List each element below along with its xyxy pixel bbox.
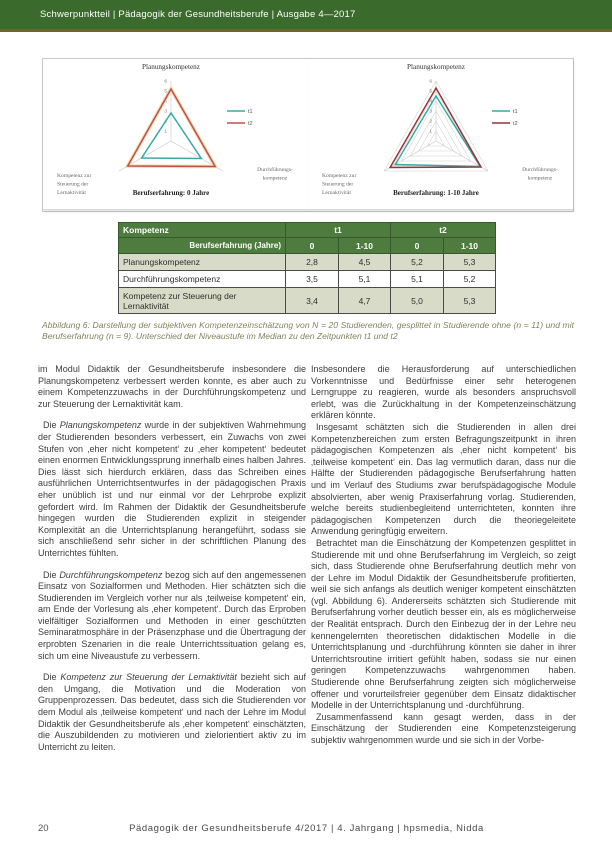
svg-text:2: 2 <box>429 119 432 125</box>
svg-text:Durchführungs-: Durchführungs- <box>257 167 293 173</box>
header-t2-0: 0 <box>391 238 444 254</box>
cell-value: 5,2 <box>444 271 496 288</box>
header-title: Schwerpunktteil | Pädagogik der Gesundheitsberufe | Ausgabe 4—2017 <box>40 9 356 20</box>
table-row <box>119 288 496 314</box>
row-label: Kompetenz zur Steuerung der Lernaktivität <box>119 288 286 314</box>
table-row <box>119 271 496 288</box>
header-berufserfahrung: Berufserfahrung (Jahre) <box>119 238 286 254</box>
cell-value: 4,7 <box>339 288 391 314</box>
text-column-left <box>38 364 306 753</box>
cell-value: 4,5 <box>339 254 391 271</box>
paragraph: Die Kompetenz zur Steuerung der Lernaktivität bezieht sich auf den Umgang, die Motivation und die Moderation von Gruppenprozessen. Das bedeutet, dass sich die Studierenden vor dem Modul als ‚teilweise kompetent‘ und nach der Lehre im Modul Didaktik der Gesundheitsberufe als ‚eher kompetent‘ einschätzten, die Auszubildenden zu motivieren und zielorientiert aktiv zu im Unterricht zu leiten. <box>38 672 306 752</box>
cell-value: 3,4 <box>286 288 339 314</box>
header-t2-1-10: 1-10 <box>444 238 496 254</box>
svg-text:4: 4 <box>429 99 432 105</box>
svg-text:6: 6 <box>164 79 167 85</box>
paragraph: Insbesondere die Herausforderung auf unterschiedlichen Vorkenntnisse und Bedürfnisse einer sehr heterogenen Lerngruppe zu reagieren, wurde als besonders anspruchsvoll erlebt, was die Zurückhaltung in der Kompetenzeinschätzung erklären könnte. <box>311 364 576 421</box>
svg-text:3: 3 <box>429 109 432 115</box>
cell-value: 5,1 <box>339 271 391 288</box>
paragraph: im Modul Didaktik der Gesundheitsberufe insbesondere die Planungskompetenz verbessert werden konnte, es aber auch zu einem Kompetenzzuwachs in der Durchführungskompetenz und zur Steuerung der Lernaktivität kam. <box>38 364 306 409</box>
row-label: Durchführungskompetenz <box>119 271 286 288</box>
svg-text:t2: t2 <box>248 121 253 127</box>
figure-abbildung-6 <box>42 58 574 212</box>
svg-text:1: 1 <box>164 129 167 135</box>
svg-text:kompetenz: kompetenz <box>527 175 553 182</box>
header-t1: t1 <box>286 223 391 238</box>
radar-chart-berufserfahrung-1-10-jahre <box>308 59 573 210</box>
svg-text:kompetenz: kompetenz <box>262 175 288 182</box>
svg-text:3: 3 <box>164 109 167 115</box>
header-bar <box>0 0 612 29</box>
svg-text:4: 4 <box>164 99 167 105</box>
cell-value: 5,0 <box>391 288 444 314</box>
header-t2: t2 <box>391 223 496 238</box>
paragraph: Insgesamt schätzten sich die Studierenden in allen drei Kompetenzbereichen zum ersten Befragungszeitpunkt in ihren pädagogischen Kompetenzen als ‚eher nicht kompetent‘ bis ‚teilweise kompetent‘ ein. Das lag vermutlich daran, dass nur die Hälfte der Studierenden pädagogische Berufserfahrung hatten und im Verlauf des Studiums zwar berufspädagogische Module absolvierten, aber wenig Praxiserfahrung vorlag. Studierenden, welche bereits studienbegleitend unterrichteten, konnten ihre pädagogischen Kompetenzen durch die theoriegeleitete Anwendung geringfügig erweitern. <box>311 421 576 537</box>
paragraph: Die Planungskompetenz wurde in der subjektiven Wahrnehmung der Studierenden besonders verbessert, ein Zuwachs von zwei Stufen von ‚eher nicht kompetent‘ zu ‚eher kompetent‘ bedeutet einen enormen Entwicklungssprung innerhalb eines halben Jahres. Dies lässt sich hierdurch erklären, dass das Schreiben eines ausführlichen Unterrichtsentwurfes in der pädagogischen Praxis eher unüblich ist und nur einmal vor der Lehrprobe explizit gefordert wird. Im Rahmen der Didaktik der Gesundheitsberufe hingegen wurden die Studierenden explizit in steigender Komplexität an die Unterrichtsplanung herangeführt, sodass sie sich anschließend sehr sicher in der schriftlichen Planung des Unterrichtes fühlten. <box>38 420 306 558</box>
table-header-row-2 <box>119 238 496 254</box>
header-t1-1-10: 1-10 <box>339 238 391 254</box>
footer-page-number: 20 <box>38 823 49 834</box>
svg-text:Durchführungs-: Durchführungs- <box>522 167 558 173</box>
svg-text:Lernaktivität: Lernaktivität <box>322 190 351 196</box>
cell-value: 3,5 <box>286 271 339 288</box>
svg-text:Kompetenz zur: Kompetenz zur <box>322 173 357 179</box>
svg-text:Berufserfahrung: 0 Jahre: Berufserfahrung: 0 Jahre <box>132 189 210 197</box>
svg-text:1: 1 <box>429 129 432 135</box>
svg-text:Kompetenz zur: Kompetenz zur <box>57 173 92 179</box>
header-accent-line <box>0 29 612 32</box>
cell-value: 5,2 <box>391 254 444 271</box>
svg-text:6: 6 <box>429 79 432 85</box>
row-label: Planungskompetenz <box>119 254 286 271</box>
svg-text:Berufserfahrung: 1-10 Jahre: Berufserfahrung: 1-10 Jahre <box>393 189 479 197</box>
figure-caption: Abbildung 6: Darstellung der subjektiven Kompetenzeinschätzung von N = 20 Studierenden, gesplittet in Studierende ohne (n = 11) und mit Berufserfahrung (n = 9). Unterschied der Niveaustufe im Median zu den Zeitpunkten t1 und t2 <box>42 320 574 341</box>
svg-text:5: 5 <box>429 89 432 95</box>
radar-chart-berufserfahrung-0-jahre <box>43 59 308 210</box>
svg-text:Steuerung der: Steuerung der <box>57 181 89 188</box>
svg-text:Steuerung der: Steuerung der <box>322 181 354 188</box>
cell-value: 5,3 <box>444 288 496 314</box>
svg-text:t1: t1 <box>513 109 518 115</box>
footer-journal-info: Pädagogik der Gesundheitsberufe 4/2017 | 4. Jahrgang | hpsmedia, Nidda <box>129 823 484 834</box>
svg-text:t1: t1 <box>248 109 253 115</box>
header-kompetenz: Kompetenz <box>119 223 286 238</box>
paragraph: Zusammenfassend kann gesagt werden, dass in der Einschätzung der Studierenden eine Kompetenzsteigerung subjektiv wahrgenommen wurde und sie sich in der Vorbe- <box>311 711 576 745</box>
cell-value: 5,3 <box>444 254 496 271</box>
header-t1-0: 0 <box>286 238 339 254</box>
cell-value: 5,1 <box>391 271 444 288</box>
svg-text:2: 2 <box>164 119 167 125</box>
svg-text:5: 5 <box>164 89 167 95</box>
cell-value: 2,8 <box>286 254 339 271</box>
svg-text:Planungskompetenz: Planungskompetenz <box>142 63 200 71</box>
svg-text:Lernaktivität: Lernaktivität <box>57 190 86 196</box>
paragraph: Betrachtet man die Einschätzung der Kompetenzen gesplittet in Studierende mit und ohne Berufserfahrung im Vergleich, so zeigt sich, dass Studierende ohne Berufserfahrung deutlich mehr von der Lehre im Modul Didaktik der Gesundheitsberufe profitierten, weil sie sich anfangs als deutlich weniger kompetent einschätzten (vgl. Abbildung 6). Andererseits schätzten sich Studierende mit Berufserfahrung vorher deutlich besser ein, als es möglicherweise der Realität entsprach. Durch den Einbezug der in der Lehre neu kennengelernten theoretischen didaktischen Modelle in die Unterrichtsplanung und -durchführung könnten sie daher in ihrer Unterrichtsroutine irritiert gefühlt haben, sodass sie nur einen geringen Kompetenzzuwachs wahrgenommen haben. Studierende ohne Berufserfahrung zeigten sich möglicherweise offener und vorurteilsfreier gegenüber dem Einsatz didaktischer Modelle in der Unterrichtsplanung und -durchführung. <box>311 537 576 711</box>
text-column-right <box>311 364 576 747</box>
table-header-row-1 <box>119 223 496 238</box>
table-row <box>119 254 496 271</box>
competence-table <box>118 222 495 314</box>
svg-text:Planungskompetenz: Planungskompetenz <box>407 63 465 71</box>
svg-text:t2: t2 <box>513 121 518 127</box>
paragraph: Die Durchführungskompetenz bezog sich auf den angemessenen Einsatz von Sozialformen und Methoden. Hier schätzten sich die Studierenden im Vergleich vorher nur als ‚teilweise kompetent‘ ein, am Ende der Vorlesung als ‚eher kompetent‘. Durch das Erproben vielfältiger Sozialformen und Methoden in einer geschützten Seminaratmosphäre in der Präsenzphase und die Übertragung der erprobten Szenarien in die reale Unterrichtssituation gelang es, sich um eine Niveaustufe zu verbessern. <box>38 569 306 661</box>
